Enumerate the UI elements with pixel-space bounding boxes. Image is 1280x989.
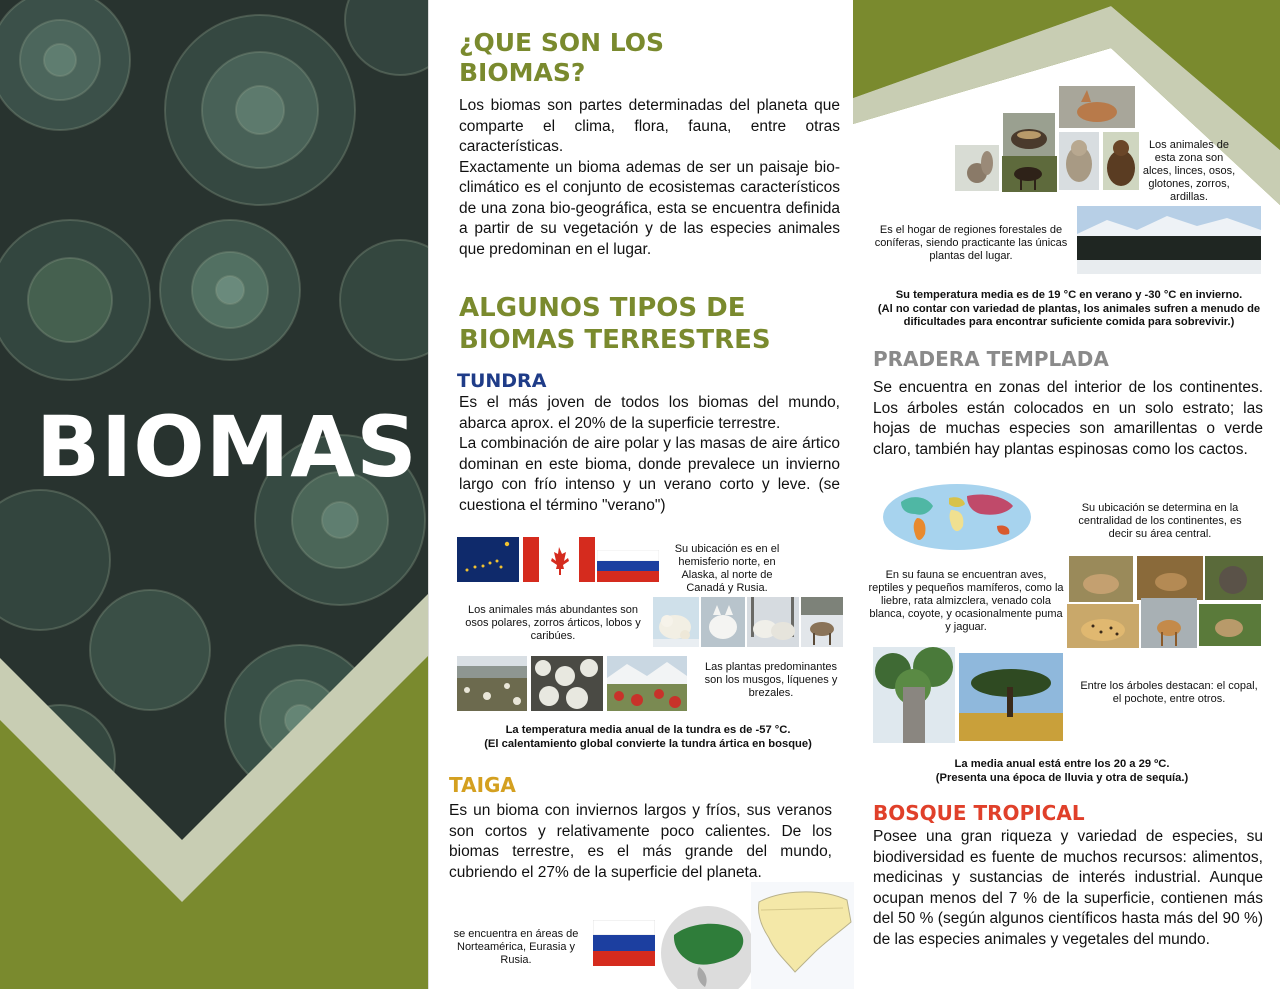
bosque-paragraph: Posee una gran riqueza y variedad de especies, su biodiversidad es fuente de muchos recursos: alimentos, medicinas y sustancias de interés industrial. Aunque ocupan menos del 7 % de la superficie, contienen más del 50 % (según algunos científicos hasta más del 90 %) de las especies animales y vegetales del mundo. bbox=[873, 828, 1263, 948]
tundra-landscape-photo bbox=[457, 656, 527, 711]
bobcat-photo bbox=[1069, 556, 1133, 602]
cheetah-photo bbox=[1067, 604, 1139, 648]
pradera-temperature-note: La media anual está entre los 20 a 29 ºC. (Presenta una época de lluvia y otra de sequía.) bbox=[935, 758, 1189, 784]
intro-heading: ¿QUE SON LOS BIOMAS? bbox=[459, 28, 665, 87]
wolves-photo bbox=[747, 597, 799, 647]
taiga-forest-caption: Es el hogar de regiones forestales de coníferas, siendo practicante las únicas plantas del lugar. bbox=[874, 224, 1068, 262]
eurasia-globe-icon bbox=[659, 905, 757, 989]
tundra-temperature-note: La temperatura media anual de la tundra es de -57 °C. (El calentamiento global convierte la tundra ártica en bosque) bbox=[484, 724, 812, 750]
rabbit-photo bbox=[1137, 556, 1203, 600]
taiga-location-caption: se encuentra en áreas de Norteamérica, Eurasia y Rusia. bbox=[453, 928, 579, 966]
conifer-forest-photo bbox=[1077, 206, 1261, 274]
types-heading: ALGUNOS TIPOS DE BIOMAS TERRESTRES bbox=[459, 293, 771, 355]
right-panel bbox=[853, 0, 1280, 989]
heath-photo bbox=[607, 656, 687, 711]
fox-photo bbox=[1059, 86, 1135, 128]
tundra-animals-caption: Los animales más abundantes son osos polares, zorros árticos, lobos y caribúes. bbox=[465, 604, 641, 642]
squirrel-photo bbox=[955, 145, 999, 191]
canada-flag-icon bbox=[523, 537, 595, 582]
bear-photo bbox=[1103, 132, 1139, 190]
middle-panel bbox=[428, 0, 853, 989]
russia-flag-icon bbox=[593, 920, 655, 966]
pradera-fauna-caption: En su fauna se encuentran aves, reptiles y pequeños mamíferos, como la liebre, rata almizclera, venado cola blanca, coyote, y ocasionalmente puma y jaguar. bbox=[868, 569, 1064, 633]
moose-photo bbox=[1002, 156, 1057, 192]
taiga-paragraph: Es un bioma con inviernos largos y fríos, sus veranos son cortos y relativamente poco calientes. De los biomas terrestre, es el más grande del mundo, cubriendo el 27% de la superficie del planeta. bbox=[449, 802, 832, 881]
pradera-heading: PRADERA TEMPLADA bbox=[873, 347, 1109, 371]
taiga-heading: TAIGA bbox=[449, 773, 516, 797]
intro-paragraph: Los biomas son partes determinadas del planeta que comparte el clima, flora, fauna, entre otras características. Exactamente un bioma ademas de ser un paisaje bio-climático es el conjunto de ecosistemas característicos de una zona bio-geográfica, esta se encuentra definida a partir de su vegetación y de las especies animales que predominan en el lugar. bbox=[459, 97, 840, 258]
wolverine-photo bbox=[1003, 113, 1055, 157]
ceiba-tree-photo bbox=[873, 647, 955, 743]
coyote-photo bbox=[1199, 604, 1261, 646]
alaska-flag-icon bbox=[457, 537, 519, 582]
pradera-trees-caption: Entre los árboles destacan: el copal, el pochote, entre otros. bbox=[1080, 680, 1258, 705]
cover-panel bbox=[0, 0, 428, 989]
taiga-temperature-note: Su temperatura media es de 19 °C en verano y -30 °C en invierno. (Al no contar con variedad de plantas, los animales sufren a menudo de dificultades para encontrar suficiente comida para sobrevivir.) bbox=[877, 289, 1261, 328]
caribou-photo bbox=[801, 597, 843, 647]
lynx-photo bbox=[1059, 132, 1099, 190]
cover-title: BIOMAS bbox=[36, 398, 418, 496]
polar-bears-photo bbox=[653, 597, 699, 647]
pradera-location-caption: Su ubicación se determina en la centralidad de los continentes, es decir su área central. bbox=[1078, 502, 1242, 540]
tundra-paragraph: Es el más joven de todos los biomas del mundo, abarca aprox. el 20% de la superficie terrestre. La combinación de aire polar y las masas de aire ártico dominan en este bioma, donde prevalece un invierno largo con frío intenso y un verano corto y leve. (se cuestiona el término "verano") bbox=[459, 394, 840, 514]
tundra-plants-caption: Las plantas predominantes son los musgos, líquenes y brezales. bbox=[704, 661, 838, 699]
world-map-icon bbox=[883, 484, 1031, 550]
taiga-animals-caption: Los animales de esta zona son alces, linces, osos, glotones, zorros, ardillas. bbox=[1142, 139, 1236, 203]
muskrat-photo bbox=[1205, 556, 1263, 600]
tundra-heading: TUNDRA bbox=[457, 370, 547, 392]
north-america-map-icon bbox=[751, 882, 854, 989]
deer-photo bbox=[1141, 598, 1197, 648]
tundra-location-caption: Su ubicación es en el hemisferio norte, en Alaska, al norte de Canadá y Rusia. bbox=[674, 543, 780, 594]
russia-flag-icon bbox=[597, 550, 659, 582]
lichen-photo bbox=[531, 656, 603, 711]
acacia-tree-photo bbox=[959, 653, 1063, 741]
arctic-fox-photo bbox=[701, 597, 745, 647]
pradera-paragraph: Se encuentra en zonas del interior de los continentes. Los árboles están colocados en un solo estrato; las hojas de muchas especies son amarillentas o verde claro, también hay plantas espinosas como los cactos. bbox=[873, 379, 1263, 458]
bosque-heading: BOSQUE TROPICAL bbox=[873, 801, 1085, 825]
